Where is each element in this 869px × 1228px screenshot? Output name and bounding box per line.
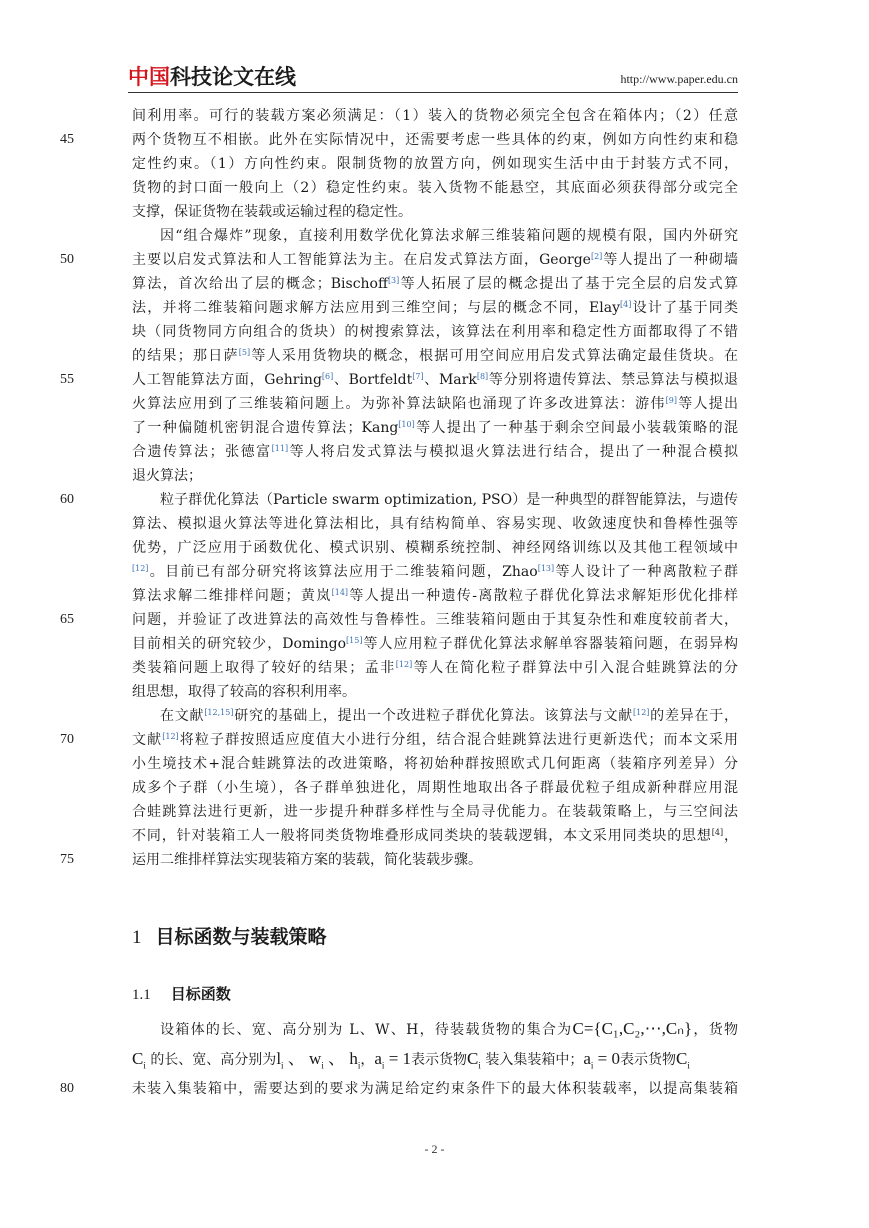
text-line: 60 粒子群优化算法（Particle swarm optimization, PSO）是一种典型的群智能算法，与遗传 bbox=[132, 488, 738, 512]
body-text bbox=[60, 104, 739, 872]
page-number: - 2 - bbox=[424, 1142, 445, 1156]
line-number: 70 bbox=[60, 732, 74, 747]
text-line: 间利用率。可行的装载方案必须满足：（1）装入的货物必须完全包含在箱体内；（2）任意 bbox=[132, 108, 738, 124]
text-line: 定性约束。（1）方向性约束。限制货物的放置方向，例如现实生活中由于封装方式不同， bbox=[132, 156, 738, 172]
citation[interactable]: [12] bbox=[162, 732, 179, 741]
citation[interactable]: [12] bbox=[395, 660, 413, 669]
citation[interactable]: [3] bbox=[387, 276, 400, 285]
formula: $a_i = 1$ bbox=[374, 1049, 412, 1071]
text-line: 火算法应用到了三维装箱问题上。为弥补算法缺陷也涌现了许多改进算法：游伟[9]等人提出 bbox=[132, 396, 739, 412]
citation[interactable]: [9] bbox=[665, 396, 678, 405]
text-line: 支撑，保证货物在装载或运输过程的稳定性。 bbox=[132, 204, 412, 220]
text-line: 法，并将二维装箱问题求解方法应用到三维空间；与层的概念不同，Elay[4]设计了基于同类 bbox=[132, 300, 739, 316]
text-line: 小生境技术+混合蛙跳算法的改进策略，将初始种群按照欧式几何距离（装箱序列差异）分 bbox=[132, 756, 738, 772]
citation[interactable]: [6] bbox=[321, 372, 334, 381]
formula: C={C₁,C₂,⋯,Cₙ} bbox=[572, 1019, 693, 1038]
text-line: 组思想，取得了较高的容积利用率。 bbox=[132, 684, 356, 700]
text-line: [12]。目前已有部分研究将该算法应用于二维装箱问题，Zhao[13]等人设计了一种离散粒子群 bbox=[132, 564, 738, 580]
text-line: 货物的封口面一般向上（2）稳定性约束。装入货物不能悬空，其底面必须获得部分或完全 bbox=[132, 180, 738, 196]
text-line: 因“组合爆炸”现象，直接利用数学优化算法求解三维装箱问题的规模有限，国内外研究 bbox=[160, 228, 738, 244]
citation[interactable]: [13] bbox=[537, 564, 555, 573]
line-number: 50 bbox=[60, 252, 74, 267]
formula: $C_i$ bbox=[467, 1049, 481, 1071]
formula: $a_i = 0$ bbox=[583, 1049, 620, 1071]
text-line: 目前相关的研究较少，Domingo[15]等人应用粒子群优化算法求解单容器装箱问题，在弱异构 bbox=[132, 636, 738, 652]
line-number: 55 bbox=[60, 372, 74, 387]
text-line: 45 两个货物互不相嵌。此外在实际情况中，还需要考虑一些具体的约束，例如方向性约束和稳 bbox=[132, 128, 738, 152]
text-line: 设箱体的长、宽、高分别为 L、W、H，待装载货物的集合为C={C₁,C₂,⋯,Cₙ}，货物 bbox=[160, 1019, 738, 1038]
text-line: 算法、模拟退火算法等进化算法相比，具有结构简单、容易实现、收敛速度快和鲁棒性强等 bbox=[132, 516, 738, 532]
line-number: 75 bbox=[60, 852, 74, 867]
text-line: $C_i$ 的长、宽、高分别为$l_i$ 、 $w_i$ 、 $h_i$，$a_i = 1$表示货物$C_i$ 装入集装箱中；$a_i = 0$表示货物$C_i$ bbox=[132, 1049, 690, 1071]
text-line: 算法，首次给出了层的概念；Bischoff[3]等人拓展了层的概念提出了基于完全层的启发式算 bbox=[132, 276, 738, 292]
text-line: 类装箱问题上取得了较好的结果；孟非[12]等人在简化粒子群算法中引入混合蛙跳算法的分 bbox=[132, 660, 739, 676]
text-line: 在文献[12,15]研究的基础上，提出一个改进粒子群优化算法。该算法与文献[12]的差异在于， bbox=[160, 708, 739, 724]
text-line: 退火算法； bbox=[132, 468, 202, 484]
citation[interactable]: [5] bbox=[238, 348, 251, 357]
line-number: 60 bbox=[60, 492, 74, 507]
text-line: 70 文献[12]将粒子群按照适应度值大小进行分组，结合混合蛙跳算法进行更新迭代；而本文采用 bbox=[132, 728, 738, 752]
line-number: 65 bbox=[60, 612, 74, 627]
citation[interactable]: [15] bbox=[346, 636, 363, 645]
subsection-heading: 1.1 目标函数 bbox=[132, 985, 231, 1003]
formula: $C_i$ bbox=[676, 1049, 690, 1071]
text-line: 不同，针对装箱工人一般将同类货物堆叠形成同类块的装载逻辑，本文采用同类块的思想[4]， bbox=[132, 828, 739, 844]
site-url[interactable]: http://www.paper.edu.cn bbox=[620, 72, 738, 86]
text-line: 50 主要以启发式算法和人工智能算法为主。在启发式算法方面，George[2]等人提出了一种砌墙 bbox=[132, 248, 738, 272]
text-line: 了一种偏随机密钥混合遗传算法；Kang[10]等人提出了一种基于剩余空间最小装载策略的混 bbox=[132, 420, 738, 436]
text-line: 75 运用二维排样算法实现装箱方案的装载，简化装载步骤。 bbox=[132, 848, 738, 872]
section-heading: 1 目标函数与装载策略 bbox=[132, 926, 327, 948]
formula: $l_i$ 、 $w_i$ 、 $h_i$ bbox=[276, 1049, 361, 1071]
header-rule bbox=[128, 92, 738, 93]
text-line: 合遗传算法；张德富[11]等人将启发式算法与模拟退火算法进行结合，提出了一种混合模拟 bbox=[132, 444, 739, 460]
body-text-2 bbox=[60, 1014, 738, 1104]
text-line: 的结果；那日萨[5]等人采用货物块的概念，根据可用空间应用启发式算法确定最佳货块。在 bbox=[132, 348, 738, 364]
text-line: 算法求解二维排样问题；黄岚[14]等人提出一种遗传-离散粒子群优化算法求解矩形优化排样 bbox=[132, 588, 739, 604]
text-line: 成多个子群（小生境），各子群单独进化，周期性地取出各子群最优粒子组成新种群应用混 bbox=[132, 780, 738, 796]
text-line: 55 人工智能算法方面，Gehring[6]、Bortfeldt[7]、Mark[8]等分别将遗传算法、禁忌算法与模拟退 bbox=[132, 368, 738, 392]
page-header bbox=[128, 64, 738, 92]
journal-logo: 中国科技论文在线 bbox=[128, 65, 296, 89]
text-line: 合蛙跳算法进行更新，进一步提升种群多样性与全局寻优能力。在装载策略上，与三空间法 bbox=[132, 804, 738, 820]
citation[interactable]: [14] bbox=[331, 588, 349, 597]
formula: $C_i$ bbox=[132, 1049, 146, 1071]
line-number: 80 bbox=[60, 1081, 74, 1096]
citation[interactable]: [4] bbox=[711, 828, 724, 837]
text-line: 65 问题，并验证了改进算法的高效性与鲁棒性。三维装箱问题由于其复杂性和难度较前者大， bbox=[132, 608, 738, 632]
citation[interactable]: [7] bbox=[412, 372, 424, 381]
citation[interactable]: [12] bbox=[632, 708, 650, 717]
citation[interactable]: [12] bbox=[132, 564, 149, 573]
citation[interactable]: [12,15] bbox=[204, 708, 234, 717]
text-line: 块（同货物同方向组合的货块）的树搜索算法，该算法在利用率和稳定性方面都取得了不错 bbox=[132, 324, 738, 340]
citation[interactable]: [4] bbox=[620, 300, 632, 309]
citation[interactable]: [2] bbox=[590, 252, 603, 261]
text-line: 80 未装入集装箱中，需要达到的要求为满足给定约束条件下的最大体积装载率，以提高集装箱 bbox=[132, 1074, 738, 1104]
citation[interactable]: [10] bbox=[398, 420, 415, 429]
text-line: 优势，广泛应用于函数优化、模式识别、模糊系统控制、神经网络训练以及其他工程领域中 bbox=[132, 540, 738, 556]
citation[interactable]: [8] bbox=[476, 372, 489, 381]
citation[interactable]: [11] bbox=[271, 444, 289, 453]
line-number: 45 bbox=[60, 132, 74, 147]
